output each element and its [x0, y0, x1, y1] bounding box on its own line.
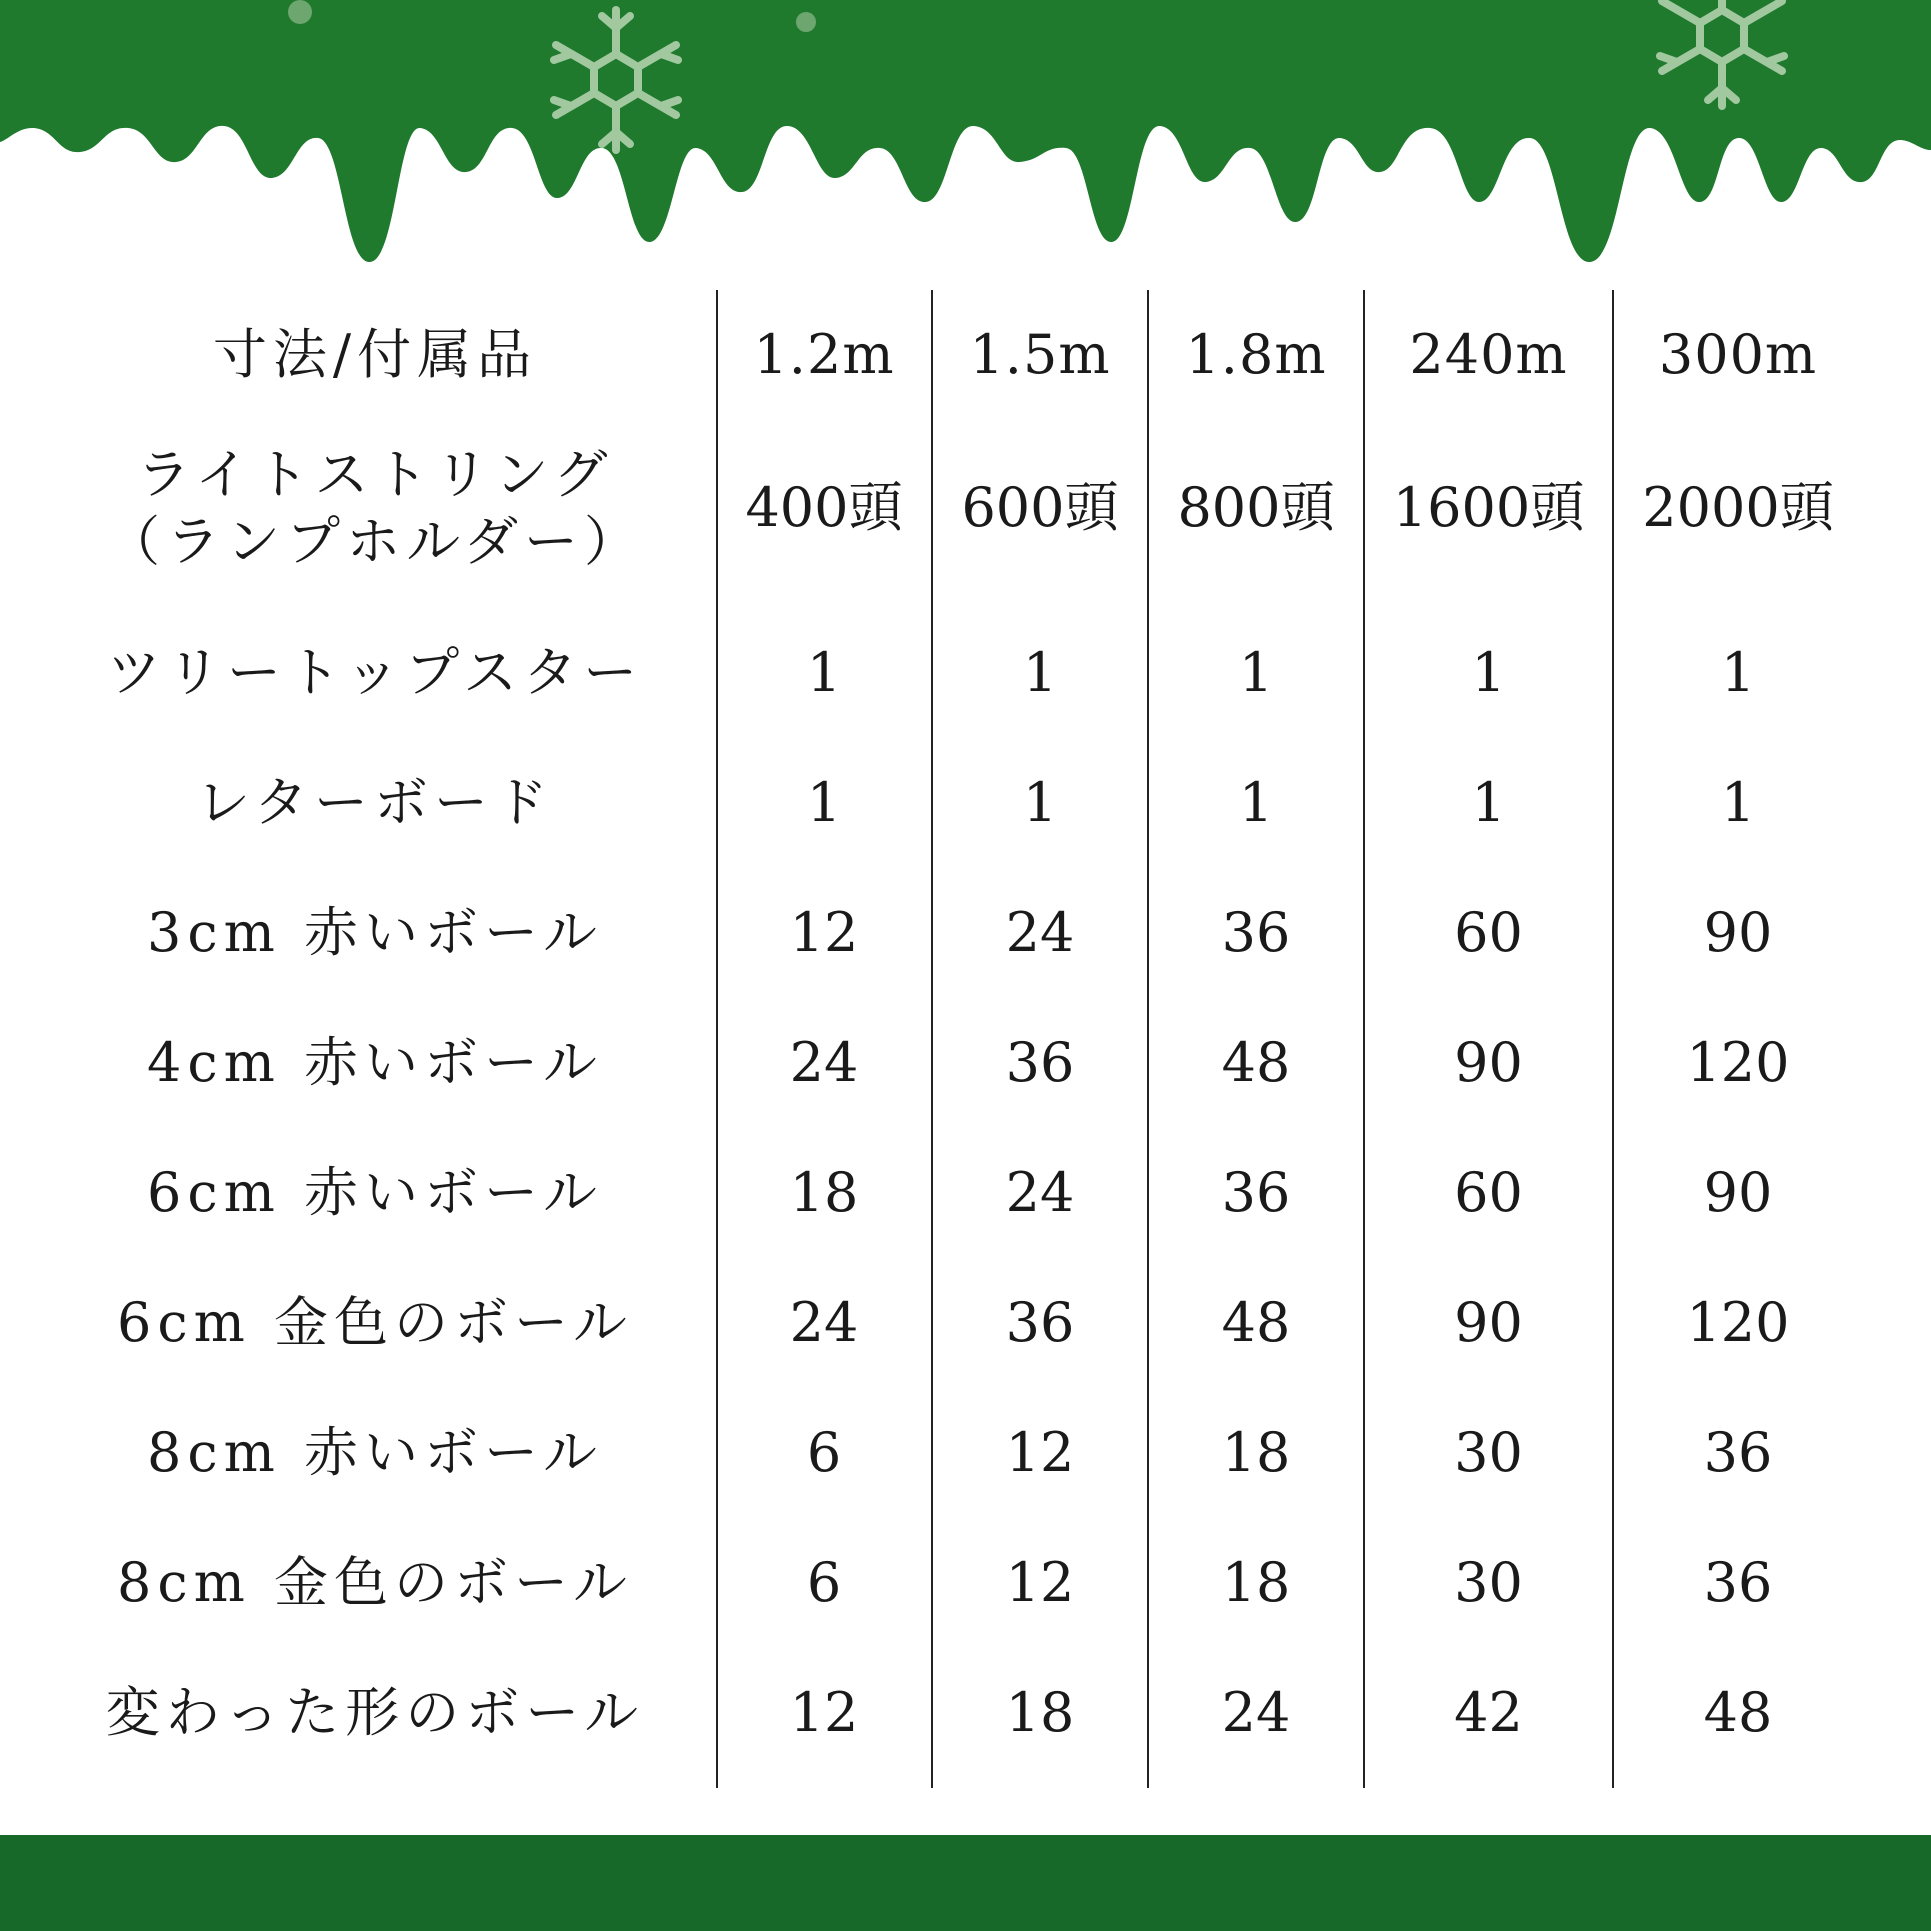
table-cell: 90 — [1454, 1031, 1523, 1095]
table-cell: 48 — [1703, 1681, 1773, 1745]
row-label: 8cm 赤いボール — [147, 1421, 603, 1485]
row-label: 4cm 赤いボール — [147, 1031, 603, 1095]
table-cell: 30 — [1454, 1421, 1523, 1485]
table-header-row — [0, 290, 1931, 420]
table-cell: 18 — [1221, 1421, 1291, 1485]
green-drip-header — [0, 0, 1931, 270]
table-cell: 90 — [1454, 1291, 1523, 1355]
table-row — [0, 1258, 1931, 1388]
table-cell: 400頭 — [745, 476, 903, 540]
table-cell: 6 — [806, 1551, 842, 1615]
table-row — [0, 998, 1931, 1128]
table-cell: 90 — [1703, 901, 1773, 965]
size-header: 240m — [1409, 323, 1568, 387]
row-label-line: ライトストリング — [136, 442, 614, 506]
green-footer-band — [0, 1835, 1931, 1931]
table-cell: 90 — [1703, 1161, 1773, 1225]
row-label: 6cm 金色のボール — [117, 1291, 633, 1355]
row-label: ツリートップスター — [106, 641, 644, 705]
table-row — [0, 608, 1931, 738]
row-label: レターボード — [196, 771, 554, 835]
row-label-line: （ランプホルダー） — [106, 510, 644, 573]
size-header: 1.8m — [1185, 323, 1327, 387]
row-label: 変わった形のボール — [105, 1681, 645, 1745]
table-cell: 24 — [789, 1031, 859, 1095]
table-cell: 120 — [1686, 1031, 1790, 1095]
table-cell: 12 — [1005, 1421, 1075, 1485]
table-row — [0, 1128, 1931, 1258]
table-cell: 48 — [1221, 1031, 1291, 1095]
spec-table — [0, 290, 1931, 1790]
table-cell: 1 — [806, 771, 842, 835]
table-cell: 1600頭 — [1392, 476, 1585, 540]
table-cell: 1 — [806, 641, 842, 705]
table-cell: 12 — [789, 1681, 859, 1745]
table-cell: 2000頭 — [1642, 476, 1834, 540]
table-cell: 120 — [1686, 1291, 1790, 1355]
row-label: 6cm 赤いボール — [147, 1161, 603, 1225]
table-row — [0, 1388, 1931, 1518]
size-header: 1.5m — [969, 323, 1111, 387]
table-cell: 12 — [1005, 1551, 1075, 1615]
table-cell: 1 — [1022, 771, 1058, 835]
row-label — [60, 433, 690, 583]
table-row — [0, 1518, 1931, 1648]
table-cell: 36 — [1005, 1291, 1075, 1355]
table-cell: 1 — [1720, 771, 1756, 835]
table-cell: 42 — [1454, 1681, 1523, 1745]
table-cell: 60 — [1454, 901, 1523, 965]
table-cell: 1 — [1471, 641, 1506, 705]
table-cell: 24 — [1221, 1681, 1291, 1745]
table-row — [0, 433, 1931, 583]
table-row — [0, 1648, 1931, 1778]
size-header: 1.2m — [753, 323, 895, 387]
table-cell: 12 — [789, 901, 859, 965]
table-cell: 1 — [1238, 771, 1274, 835]
size-header: 300m — [1658, 323, 1818, 387]
table-cell: 1 — [1720, 641, 1756, 705]
table-cell: 24 — [789, 1291, 859, 1355]
table-cell: 1 — [1022, 641, 1058, 705]
table-cell: 1 — [1238, 641, 1274, 705]
table-cell: 48 — [1221, 1291, 1291, 1355]
table-cell: 36 — [1221, 1161, 1291, 1225]
table-cell: 24 — [1005, 1161, 1075, 1225]
table-cell: 6 — [806, 1421, 842, 1485]
table-cell: 18 — [1221, 1551, 1291, 1615]
table-cell: 36 — [1703, 1551, 1773, 1615]
table-cell: 1 — [1471, 771, 1506, 835]
table-cell: 800頭 — [1177, 476, 1335, 540]
table-cell: 18 — [1005, 1681, 1075, 1745]
header-label: 寸法/付属品 — [212, 323, 538, 387]
table-cell: 36 — [1005, 1031, 1075, 1095]
table-cell: 600頭 — [961, 476, 1119, 540]
table-row — [0, 868, 1931, 998]
row-label: 8cm 金色のボール — [117, 1551, 633, 1615]
table-cell: 30 — [1454, 1551, 1523, 1615]
table-row — [0, 738, 1931, 868]
table-cell: 36 — [1221, 901, 1291, 965]
table-cell: 60 — [1454, 1161, 1523, 1225]
table-cell: 18 — [789, 1161, 859, 1225]
table-cell: 24 — [1005, 901, 1075, 965]
row-label: 3cm 赤いボール — [147, 901, 603, 965]
table-cell: 36 — [1703, 1421, 1773, 1485]
